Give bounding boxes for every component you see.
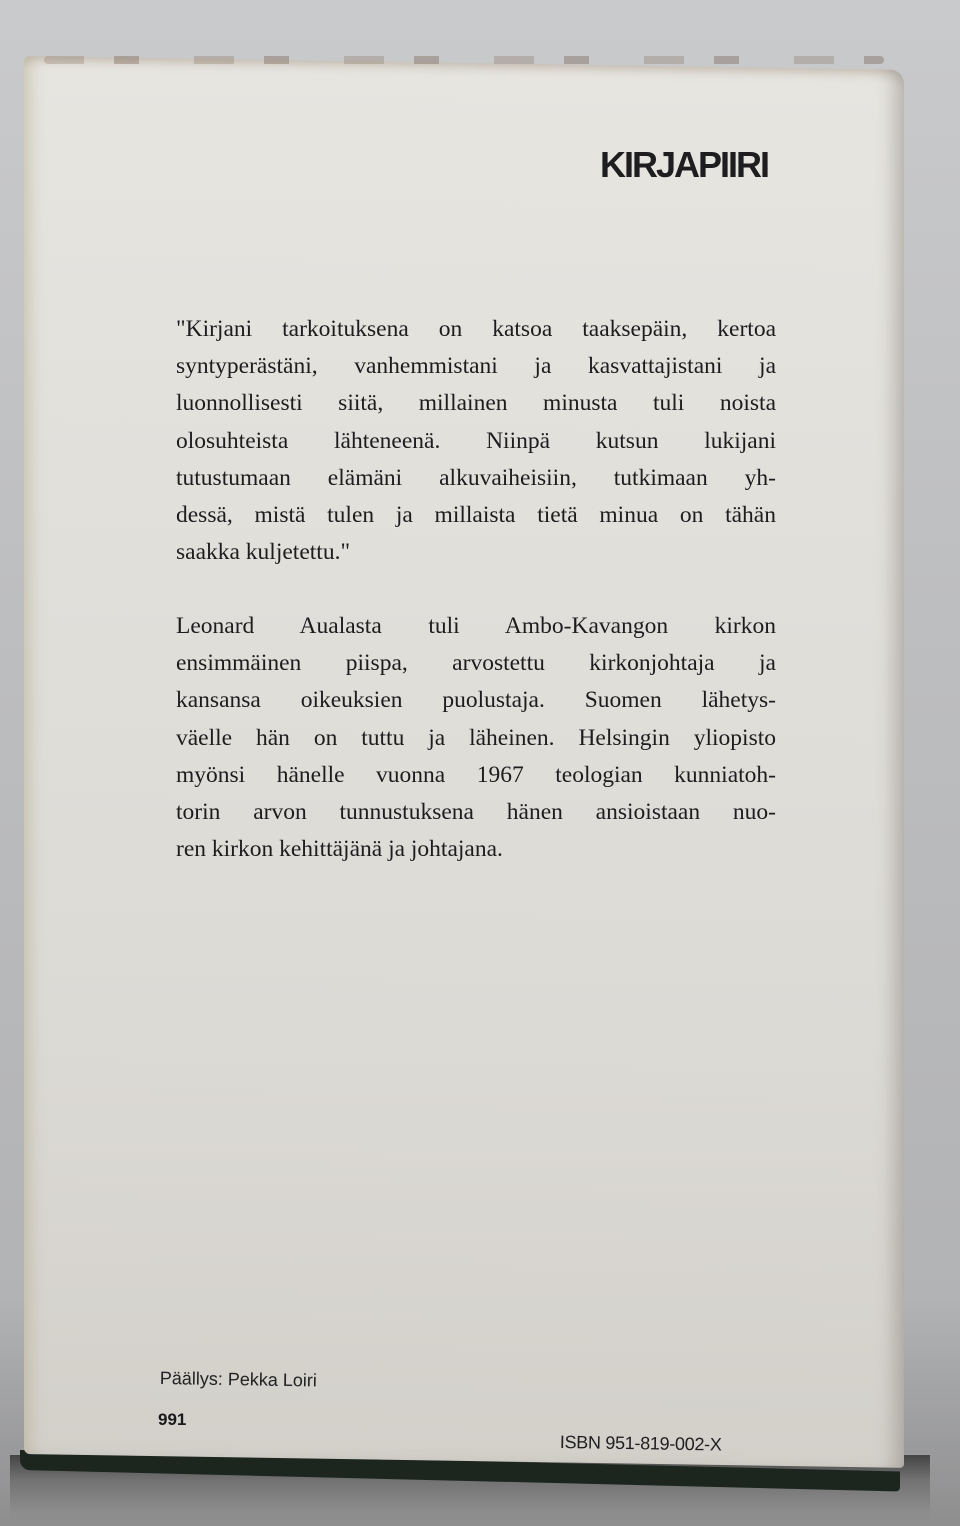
cover-design-credit: Päällys: Pekka Loiri [159,1368,318,1391]
bio-line: Leonard Aualasta tuli Ambo-Kavangon kirkon [176,613,776,639]
book-back-cover [24,56,904,1468]
quote-line: olosuhteista lähteneenä. Niinpä kutsun lukijani [176,427,776,454]
quote-line: luonnollisesti siitä, millainen minusta tuli noista [176,390,776,417]
worn-top-edge [44,56,884,64]
quote-line: tutustumaan elämäni alkuvaiheisiin, tutkimaan yh- [176,464,776,491]
isbn-label: ISBN 951-819-002-X [559,1432,722,1455]
bio-line: ren kirkon kehittäjänä ja johtajana. [176,836,503,863]
publisher-logo: KIRJAPIIRI [599,144,768,185]
bio-line: myönsi hänelle vuonna 1967 teologian kunniatoh- [176,761,776,788]
quote-line: syntyperästäni, vanhemmistani ja kasvattajistani ja [176,353,776,380]
quote-line: saakka kuljetettu." [176,539,351,566]
author-quote [176,311,776,571]
bio-line: torin arvon tunnustuksena hänen ansioistaan nuo- [176,798,776,825]
bio-line: kansansa oikeuksien puolustaja. Suomen lähetys- [176,687,776,714]
bio-line: ensimmäinen piispa, arvostettu kirkonjohtaja ja [176,650,776,677]
catalog-number: 991 [158,1410,187,1429]
quote-line: "Kirjani tarkoituksena on katsoa taaksepäin, kertoa [176,316,776,342]
quote-line: dessä, mistä tulen ja millaista tietä minua on tähän [176,501,776,528]
author-bio [176,608,776,868]
bio-line: väelle hän on tuttu ja läheinen. Helsingin yliopisto [176,724,776,751]
